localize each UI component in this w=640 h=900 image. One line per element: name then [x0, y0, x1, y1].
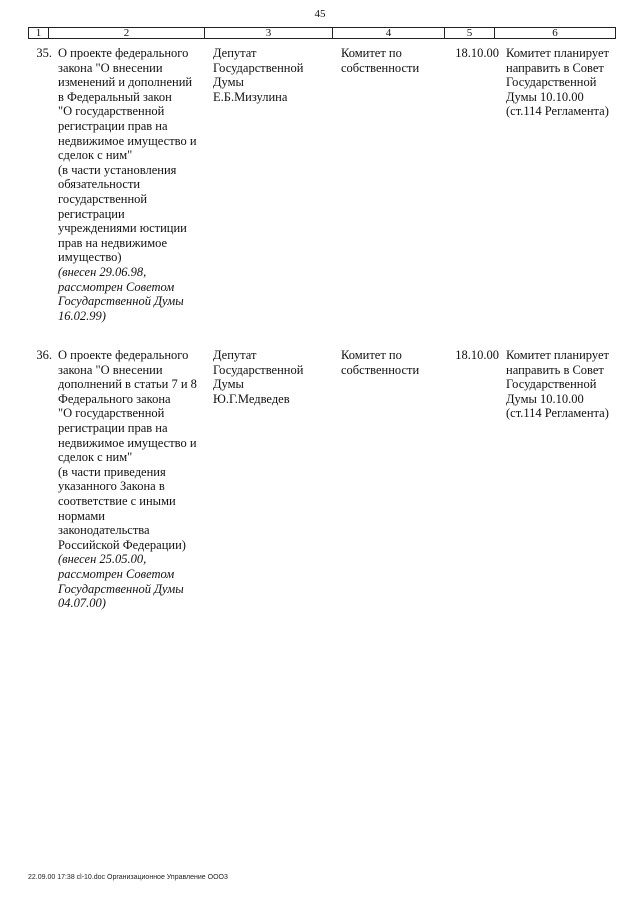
text-line: Государственной	[506, 377, 597, 392]
text-line: Депутат	[213, 348, 257, 362]
text-line: Государственной	[213, 60, 304, 75]
header-col-5: 5	[445, 28, 495, 38]
text-line: Российской Федерации)	[58, 537, 186, 552]
text-line: имущество)	[58, 250, 122, 265]
text-line: рассмотрен Советом	[58, 566, 175, 581]
text-line: (ст.114 Регламента)	[506, 406, 609, 421]
date: 18.10.00	[455, 348, 499, 362]
text-line: 16.02.99)	[58, 308, 106, 323]
header-col-3: 3	[205, 28, 333, 38]
text-line: Думы	[213, 75, 244, 90]
text-line: Думы 10.10.00	[506, 391, 584, 406]
text-line: "О государственной	[58, 104, 165, 119]
text-line: учреждениями юстиции	[58, 221, 187, 236]
header-col-2: 2	[49, 28, 205, 38]
text-line: "О государственной	[58, 406, 165, 421]
text-line: регистрации	[58, 206, 125, 221]
bill-title	[58, 348, 208, 611]
text-line: рассмотрен Советом	[58, 279, 175, 294]
text-line: указанного Закона в	[58, 479, 165, 494]
text-line: Ю.Г.Медведев	[213, 391, 290, 406]
plan-note	[506, 348, 624, 421]
text-line: (в части приведения	[58, 464, 166, 479]
bill-note	[58, 552, 208, 610]
text-line: направить в Совет	[506, 60, 604, 75]
page-number: 45	[314, 8, 326, 20]
text-line: сделок с ним"	[58, 450, 133, 465]
text-line: Государственной	[506, 75, 597, 90]
text-line: (ст.114 Регламента)	[506, 104, 609, 119]
text-line: сделок с ним"	[58, 148, 133, 163]
text-line: направить в Совет	[506, 362, 604, 377]
text-line: государственной	[58, 191, 148, 206]
date: 18.10.00	[455, 46, 499, 60]
table-header	[28, 27, 616, 39]
text-line: дополнений в статьи 7 и 8	[58, 377, 197, 392]
text-line: Государственной	[213, 362, 304, 377]
bill-author	[213, 46, 335, 104]
footer-metadata: 22.09.00 17:38 cl-10.doc Организационное Управление ООО3	[28, 874, 228, 881]
text-line: в Федеральный закон	[58, 89, 172, 104]
header-col-6: 6	[552, 27, 558, 39]
responsible-committee	[341, 46, 449, 75]
text-line: О проекте федерального	[58, 46, 189, 60]
text-line: Федерального закона	[58, 391, 171, 406]
text-line: Думы 10.10.00	[506, 89, 584, 104]
text-line: собственности	[341, 60, 420, 75]
text-line: изменений и дополнений	[58, 75, 193, 90]
text-line: обязательности	[58, 177, 141, 192]
row-number: 35.	[36, 46, 52, 60]
text-line: Комитет по	[341, 46, 402, 60]
text-line: закона "О внесении	[58, 60, 163, 75]
text-line: Думы	[213, 377, 244, 392]
text-line: нормами	[58, 508, 105, 523]
text-line: (внесен 29.06.98,	[58, 264, 147, 279]
text-line: (в части установления	[58, 162, 177, 177]
responsible-committee	[341, 348, 449, 377]
bill-title	[58, 46, 208, 323]
plan-note	[506, 46, 624, 119]
text-line: собственности	[341, 362, 420, 377]
text-line: Государственной Думы	[58, 294, 184, 309]
text-line: 04.07.00)	[58, 596, 106, 611]
header-col-4: 4	[333, 28, 445, 38]
text-line: недвижимое имущество и	[58, 435, 197, 450]
text-line: регистрации прав на	[58, 118, 168, 133]
text-line: Государственной Думы	[58, 581, 184, 596]
text-line: Е.Б.Мизулина	[213, 89, 288, 104]
text-line: (внесен 25.05.00,	[58, 552, 147, 567]
text-line: недвижимое имущество и	[58, 133, 197, 148]
text-line: О проекте федерального	[58, 348, 189, 362]
bill-author	[213, 348, 335, 406]
text-line: закона "О внесении	[58, 362, 163, 377]
bill-note	[58, 265, 208, 323]
text-line: прав на недвижимое	[58, 235, 168, 250]
text-line: Комитет по	[341, 348, 402, 362]
text-line: Депутат	[213, 46, 257, 60]
text-line: законодательства	[58, 523, 150, 538]
text-line: соответствие с иными	[58, 493, 176, 508]
header-col-1: 1	[29, 28, 49, 38]
text-line: Комитет планирует	[506, 46, 609, 60]
text-line: регистрации прав на	[58, 420, 168, 435]
text-line: Комитет планирует	[506, 348, 609, 362]
row-number: 36.	[36, 348, 52, 362]
